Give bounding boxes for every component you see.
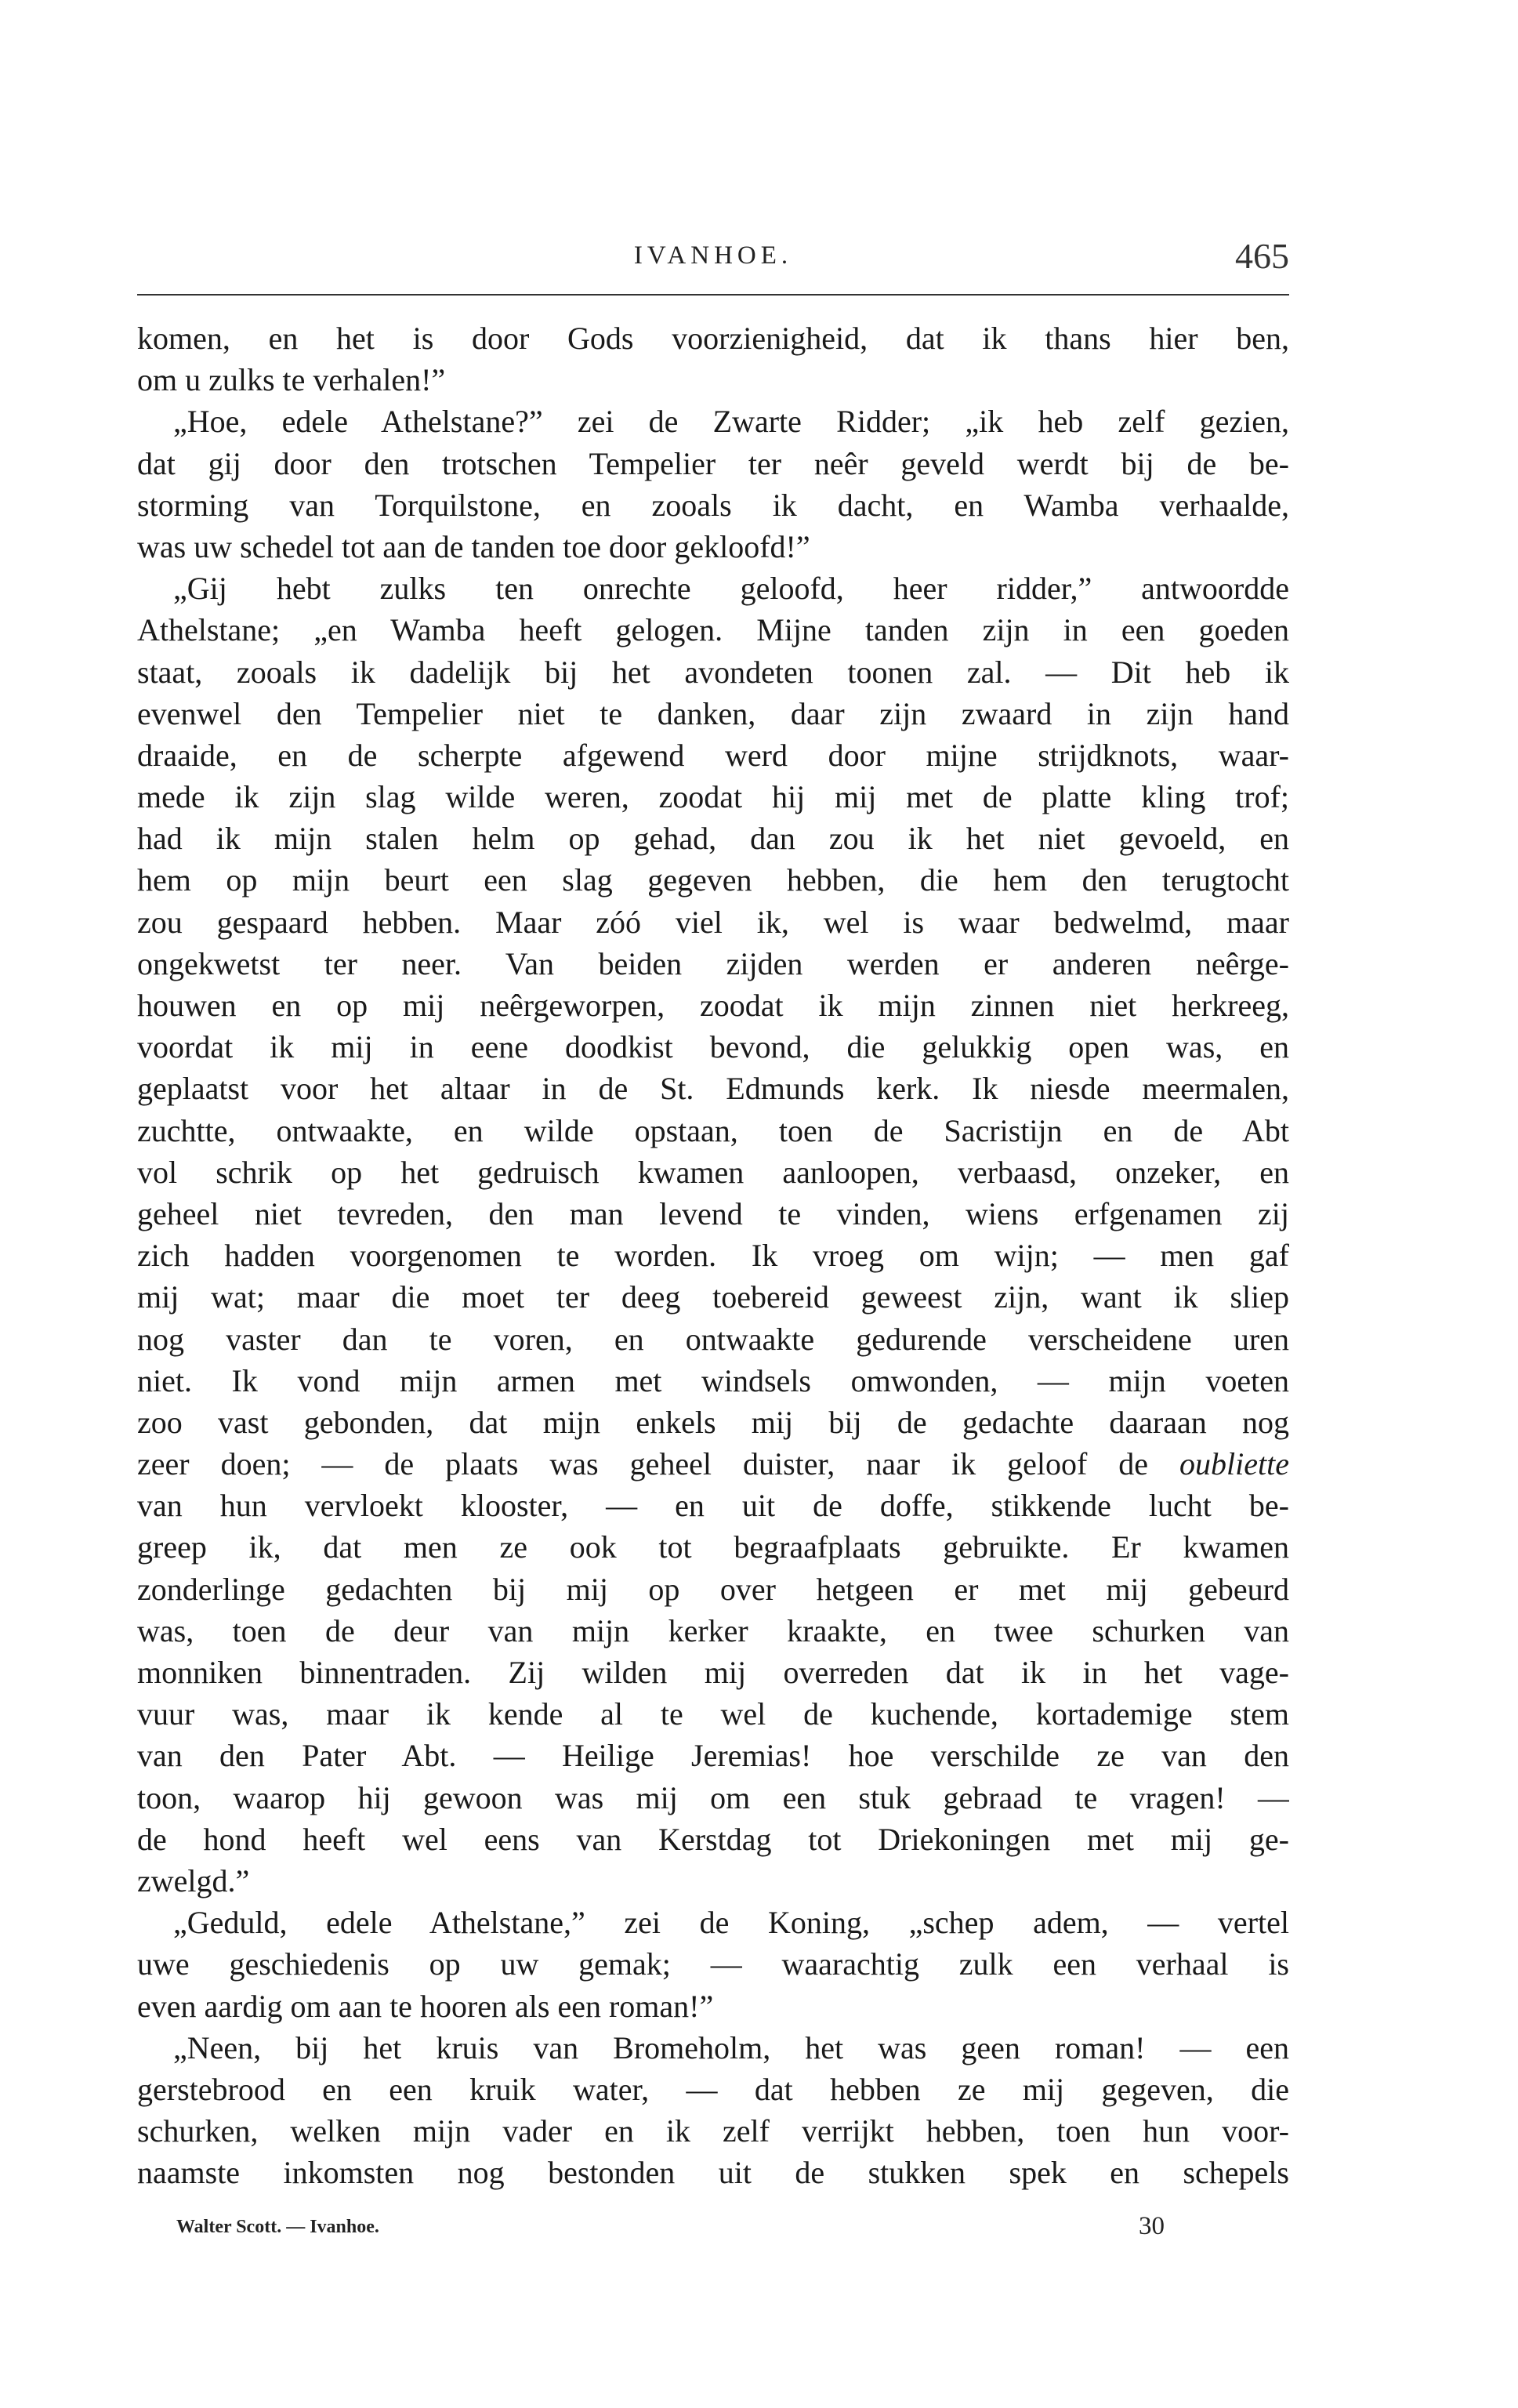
text-line: greep ik, dat men ze ook tot begraafplaats gebruikte. Er kwamen — [137, 1529, 1289, 1565]
text-line: schurken, welken mijn vader en ik zelf verrijkt hebben, toen hun voor- — [137, 2113, 1289, 2149]
text-line: „Hoe, edele Athelstane?” zei de Zwarte Ridder; „ik heb zelf gezien, — [173, 404, 1289, 440]
text-line: nog vaster dan te voren, en ontwaakte gedurende verscheidene uren — [137, 1321, 1289, 1357]
text-line: had ik mijn stalen helm op gehad, dan zou ik het niet gevoeld, en — [137, 821, 1289, 857]
text-line: naamste inkomsten nog bestonden uit de stukken spek en schepels — [137, 2155, 1289, 2191]
text-line: draaide, en de scherpte afgewend werd door mijne strijdknots, waar- — [137, 737, 1289, 773]
text-line: zeer doen; — de plaats was geheel duister, naar ik geloof de oubliette — [137, 1446, 1289, 1482]
page-footer — [176, 2209, 1195, 2248]
text-line: zonderlinge gedachten bij mij op over hetgeen er met mij gebeurd — [137, 1571, 1289, 1607]
page-number: 465 — [1235, 236, 1289, 276]
text-line: vuur was, maar ik kende al te wel de kuchende, kortademige stem — [137, 1696, 1289, 1732]
running-title: IVANHOE. — [633, 241, 793, 270]
text-line: van den Pater Abt. — Heilige Jeremias! hoe verschilde ze van den — [137, 1738, 1289, 1774]
running-head — [137, 235, 1289, 282]
text-line: monniken binnentraden. Zij wilden mij overreden dat ik in het vage- — [137, 1655, 1289, 1690]
text-line: zwelgd.” — [137, 1862, 250, 1898]
text-line: ongekwetst ter neer. Van beiden zijden werden er anderen neêrge- — [137, 945, 1289, 981]
header-rule — [137, 294, 1289, 296]
text-line: was uw schedel tot aan de tanden toe door gekloofd!” — [137, 528, 810, 564]
text-line: dat gij door den trotschen Tempelier ter neêr geveld werdt bij de be- — [137, 445, 1289, 481]
text-line: komen, en het is door Gods voorzienigheid, dat ik thans hier ben, — [137, 321, 1289, 356]
text-line: storming van Torquilstone, en zooals ik dacht, en Wamba verhaalde, — [137, 487, 1289, 523]
sheet-number: 30 — [1139, 2212, 1165, 2240]
text-line: zou gespaard hebben. Maar zóó viel ik, wel is waar bedwelmd, maar — [137, 904, 1289, 940]
text-line: mede ik zijn slag wilde weren, zoodat hij mij met de platte kling trof; — [137, 779, 1289, 815]
text-line: gerstebrood en een kruik water, — dat hebben ze mij gegeven, die — [137, 2071, 1289, 2107]
text-line: geheel niet tevreden, den man levend te vinden, wiens erfgenamen zij — [137, 1195, 1289, 1231]
text-line: voordat ik mij in eene doodkist bevond, die gelukkig open was, en — [137, 1029, 1289, 1065]
text-line: om u zulks te verhalen!” — [137, 362, 446, 398]
text-line: zich hadden voorgenomen te worden. Ik vroeg om wijn; — men gaf — [137, 1238, 1289, 1274]
text-line: „Gij hebt zulks ten onrechte geloofd, heer ridder,” antwoordde — [173, 571, 1289, 607]
text-line: „Neen, bij het kruis van Bromeholm, het was geen roman! — een — [173, 2029, 1289, 2065]
text-line: vol schrik op het gedruisch kwamen aanloopen, verbaasd, onzeker, en — [137, 1154, 1289, 1190]
text-line: zoo vast gebonden, dat mijn enkels mij bij de gedachte daaraan nog — [137, 1404, 1289, 1440]
text-line: uwe geschiedenis op uw gemak; — waarachtig zulk een verhaal is — [137, 1946, 1289, 1982]
text-line: toon, waarop hij gewoon was mij om een stuk gebraad te vragen! — — [137, 1779, 1289, 1815]
text-line: even aardig om aan te hooren als een roman!” — [137, 1988, 714, 2024]
text-line: hem op mijn beurt een slag gegeven hebben, die hem den terugtocht — [137, 862, 1289, 898]
text-line: houwen en op mij neêrgeworpen, zoodat ik mijn zinnen niet herkreeg, — [137, 988, 1289, 1023]
text-line: evenwel den Tempelier niet te danken, daar zijn zwaard in zijn hand — [137, 695, 1289, 731]
body-text — [137, 317, 1289, 2193]
footer-signature: Walter Scott. — Ivanhoe. — [176, 2217, 379, 2237]
text-line: staat, zooals ik dadelijk bij het avondeten toonen zal. — Dit heb ik — [137, 654, 1289, 690]
text-line: mij wat; maar die moet ter deeg toebereid geweest zijn, want ik sliep — [137, 1279, 1289, 1315]
text-line: geplaatst voor het altaar in de St. Edmunds kerk. Ik niesde meermalen, — [137, 1071, 1289, 1107]
text-line: niet. Ik vond mijn armen met windsels omwonden, — mijn voeten — [137, 1362, 1289, 1398]
text-line: „Geduld, edele Athelstane,” zei de Koning, „schep adem, — vertel — [173, 1905, 1289, 1941]
text-line: was, toen de deur van mijn kerker kraakte, en twee schurken van — [137, 1612, 1289, 1648]
text-line: Athelstane; „en Wamba heeft gelogen. Mijne tanden zijn in een goeden — [137, 612, 1289, 648]
text-line: de hond heeft wel eens van Kerstdag tot Driekoningen met mij ge- — [137, 1821, 1289, 1857]
text-line: van hun vervloekt klooster, — en uit de doffe, stikkende lucht be- — [137, 1488, 1289, 1524]
italic-word: oubliette — [1179, 1446, 1289, 1482]
text-line: zuchtte, ontwaakte, en wilde opstaan, toen de Sacristijn en de Abt — [137, 1112, 1289, 1148]
